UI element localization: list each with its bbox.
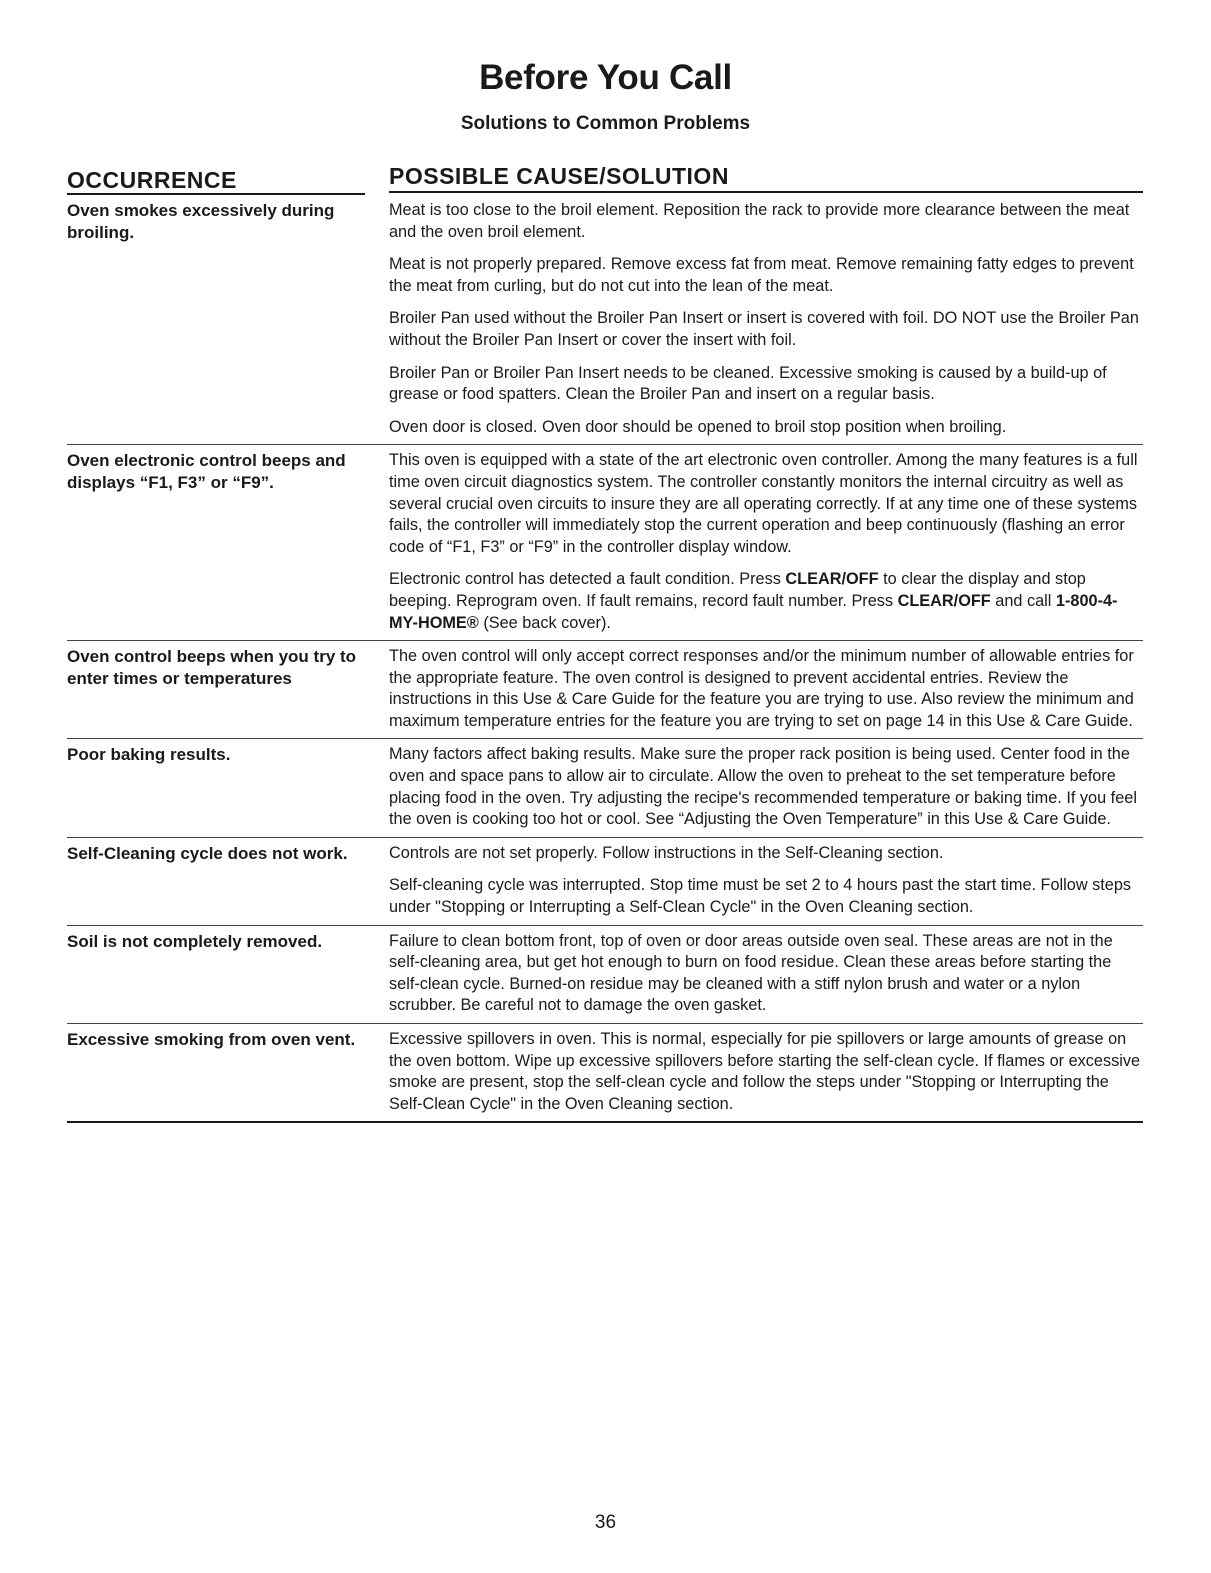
table-row [67,1024,1143,1123]
occurrence-column-header: OCCURRENCE [67,167,237,193]
table-row [67,195,1143,445]
page-title: Before You Call [479,58,732,97]
occurrence-cell: Self-Cleaning cycle does not work. [67,843,348,863]
service-phone-number: 1-800-4-MY-HOME® [389,591,1118,632]
solution-paragraph: Oven door is closed. Oven door should be opened to broil stop position when broiling. [389,417,1007,436]
solution-paragraph: Broiler Pan used without the Broiler Pan Insert or insert is covered with foil. DO NOT use the Broiler Pan without the Broiler Pan Insert or cover the insert with foil. [389,309,1139,349]
solution-cell [389,450,1143,634]
occurrence-cell: Oven control beeps when you try to enter times or temperatures [67,647,357,689]
solution-paragraph: Broiler Pan or Broiler Pan Insert needs to be cleaned. Excessive smoking is caused by a build-up of grease or food spatters. Clean the Broiler Pan and insert on a regular basis. [389,363,1107,404]
solution-paragraph: Controls are not set properly. Follow instructions in the Self-Cleaning section. [389,843,944,862]
page-number: 36 [594,1512,617,1533]
table-row [67,445,1143,641]
clear-off-key-label: CLEAR/OFF [897,591,991,610]
solution-paragraph: Many factors affect baking results. Make sure the proper rack position is being used. Center food in the oven and space pans to allow air to circulate. Allow the oven to preheat to the set temperature before placing food in the oven. Try adjusting the recipe's recommended temperature or baking time. If you feel the oven is cooking too hot or cool. See “Adjusting the Oven Temperature” in this Use & Care Guide. [389,745,1137,829]
solution-cell [389,744,1143,830]
solution-cell [389,931,1143,1017]
solution-paragraph: Excessive spillovers in oven. This is normal, especially for pie spillovers or large amounts of grease on the oven bottom. Wipe up excessive spillovers before starting the self-clean cycle. If flames or excessive smoke are present, stop the self-clean cycle and follow the steps under "Stopping or Interrupting the Self-Clean Cycle" in the Oven Cleaning section. [389,1030,1141,1113]
table-row [67,641,1143,739]
solution-column-header: POSSIBLE CAUSE/SOLUTION [389,163,729,189]
fault-text-1: Electronic control has detected a fault condition. Press [389,570,786,589]
occurrence-cell: Soil is not completely removed. [67,931,323,951]
occurrence-cell: Excessive smoking from oven vent. [67,1030,356,1049]
page-subtitle: Solutions to Common Problems [460,113,751,134]
solution-cell [389,646,1143,732]
clear-off-key-label: CLEAR/OFF [785,570,879,589]
solution-paragraph: The oven control will only accept correct responses and/or the minimum number of allowable entries for the appropriate feature. The oven control is designed to prevent accidental entries. Review the instructions in this Use & Care Guide for the feature you are trying to use. Also review the minimum and maximum temperature entries for the feature you are trying to set on page 14 in this Use & Care Guide. [389,647,1134,730]
fault-paragraph [389,569,1143,634]
fault-text-3: and call [990,591,1056,610]
fault-text-4: (See back cover). [478,613,611,632]
occurrence-cell: Poor baking results. [67,745,231,765]
table-row [67,926,1143,1024]
solution-paragraph: Failure to clean bottom front, top of oven or door areas outside oven seal. These areas are not in the self-cleaning area, but get hot enough to burn on food residue. Clean these areas before starting the self-clean cycle. Burned-on residue may be cleaned with a stiff nylon brush and water or a nylon scrubber. Be careful not to damage the oven gasket. [389,931,1113,1015]
solution-cell [389,200,1143,438]
occurrence-cell: Oven smokes excessively during broiling. [67,201,335,242]
solution-paragraph: This oven is equipped with a state of the art electronic oven controller. Among the many features is a full time oven circuit diagnostics system. The controller constantly monitors the internal circuitry as well as several crucial oven circuits to insure they are all operating correctly. If at any time one of these systems fails, the controller will immediately stop the current operation and beep continuously (flashing an error code of “F1, F3” or “F9” in the controller display window. [389,451,1138,556]
solution-cell [389,1029,1143,1115]
fault-text-2: to clear the display and stop beeping. Reprogram oven. If fault remains, record fault number. Press [389,570,1086,610]
table-row [67,838,1143,926]
solution-paragraph: Meat is not properly prepared. Remove excess fat from meat. Remove remaining fatty edges to prevent the meat from curling, but do not cut into the lean of the meat. [389,255,1134,295]
troubleshooting-table [67,195,1143,1123]
solution-paragraph: Self-cleaning cycle was interrupted. Stop time must be set 2 to 4 hours past the start time. Follow steps under "Stopping or Interrupting a Self-Clean Cycle" in the Oven Cleaning section. [389,876,1132,917]
solution-header-rule [389,191,1143,193]
solution-paragraph: Meat is too close to the broil element. Reposition the rack to provide more clearance between the meat and the oven broil element. [389,201,1130,241]
table-row [67,739,1143,837]
occurrence-cell: Oven electronic control beeps and displays “F1, F3” or “F9”. [67,451,346,493]
solution-cell [389,843,1143,919]
